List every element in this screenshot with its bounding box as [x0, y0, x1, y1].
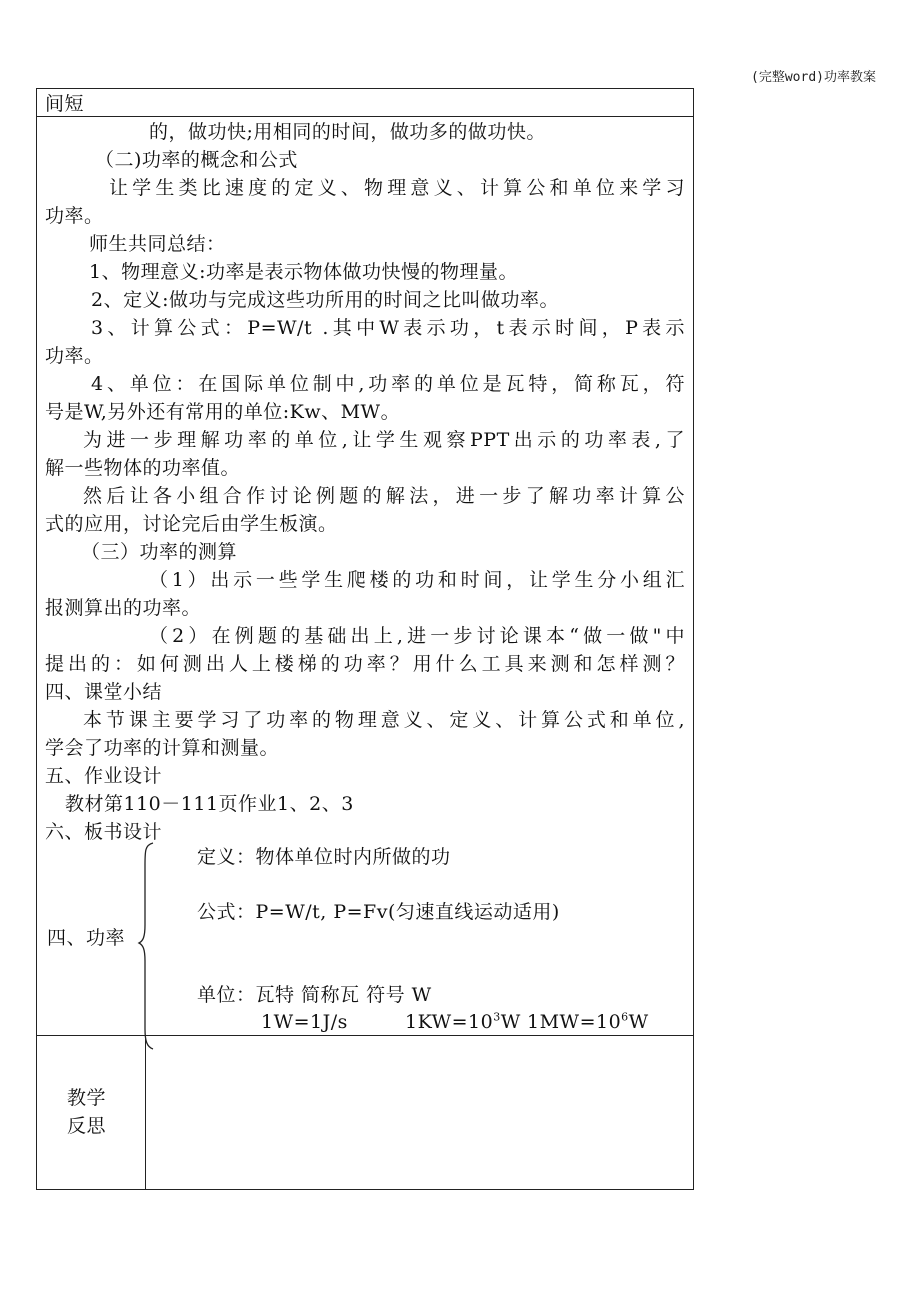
board-definition: 定义：物体单位时内所做的功 — [197, 846, 451, 868]
text-line: 3、计算公式：P=W/t .其中W表示功，t表示时间，P表示 — [91, 317, 685, 339]
text-line: 式的应用，讨论完后由学生板演。 — [45, 513, 338, 535]
text-line: 4、单位：在国际单位制中,功率的单位是瓦特，简称瓦，符 — [91, 373, 685, 395]
reflection-label-line-1: 教学 — [67, 1087, 107, 1109]
row-divider-top — [37, 116, 693, 117]
text-line: （2）在例题的基础出上,进一步讨论课本“做一做"中 — [149, 625, 685, 647]
text-line: 功率。 — [45, 205, 104, 227]
board-conversion-2: $1KW=10^3W$ — [405, 1010, 521, 1033]
text-line: 教材第110－111页作业1、2、3 — [65, 793, 354, 815]
brace-icon — [137, 841, 157, 1051]
text-line: 师生共同总结： — [89, 233, 226, 255]
column-divider — [145, 1035, 146, 1189]
text-line: 解一些物体的功率值。 — [45, 457, 241, 479]
board-formula: 公式：P=W/t, P=Fv(匀速直线运动适用) — [197, 901, 560, 923]
text-line: 功率。 — [45, 345, 104, 367]
section-heading: 四、课堂小结 — [45, 681, 163, 703]
section-heading: 六、板书设计 — [45, 821, 163, 843]
text-line: 2、定义:做功与完成这些功所用的时间之比叫做功率。 — [91, 289, 559, 311]
board-label: 四、功率 — [47, 927, 126, 949]
text-line: 号是W,另外还有常用的单位:Kw、MW。 — [45, 401, 401, 423]
text-line: 报测算出的功率。 — [45, 597, 202, 619]
text-line: 的，做功快;用相同的时间，做功多的做功快。 — [149, 121, 546, 143]
section-heading: （三）功率的测算 — [81, 541, 238, 563]
lesson-table — [36, 88, 694, 1190]
text-line: 让学生类比速度的定义、物理意义、计算公和单位来学习 — [109, 177, 685, 199]
text-line: 然后让各小组合作讨论例题的解法，进一步了解功率计算公 — [83, 485, 685, 507]
reflection-label-line-2: 反思 — [67, 1115, 107, 1137]
text-line: 为进一步理解功率的单位,让学生观察PPT出示的功率表,了 — [83, 429, 685, 451]
section-heading: 五、作业设计 — [45, 765, 163, 787]
board-conversion-3: $1MW=10^6W$ — [527, 1010, 649, 1033]
text-line: 1、物理意义:功率是表示物体做功快慢的物理量。 — [89, 261, 518, 283]
board-unit: 单位：瓦特 简称瓦 符号 W — [197, 984, 432, 1006]
board-conversion-1: 1W=1J/s — [261, 1011, 348, 1033]
text-line: 本节课主要学习了功率的物理意义、定义、计算公式和单位, — [83, 709, 685, 731]
section-heading: （二)功率的概念和公式 — [95, 149, 298, 171]
top-cell-text: 间短 — [45, 93, 85, 115]
page-header: (完整word)功率教案 — [751, 70, 876, 85]
row-divider-reflection — [37, 1035, 693, 1036]
text-line: 提出的：如何测出人上楼梯的功率？用什么工具来测和怎样测？ — [45, 653, 685, 675]
text-line: （1）出示一些学生爬楼的功和时间，让学生分小组汇 — [149, 569, 685, 591]
text-line: 学会了功率的计算和测量。 — [45, 737, 280, 759]
